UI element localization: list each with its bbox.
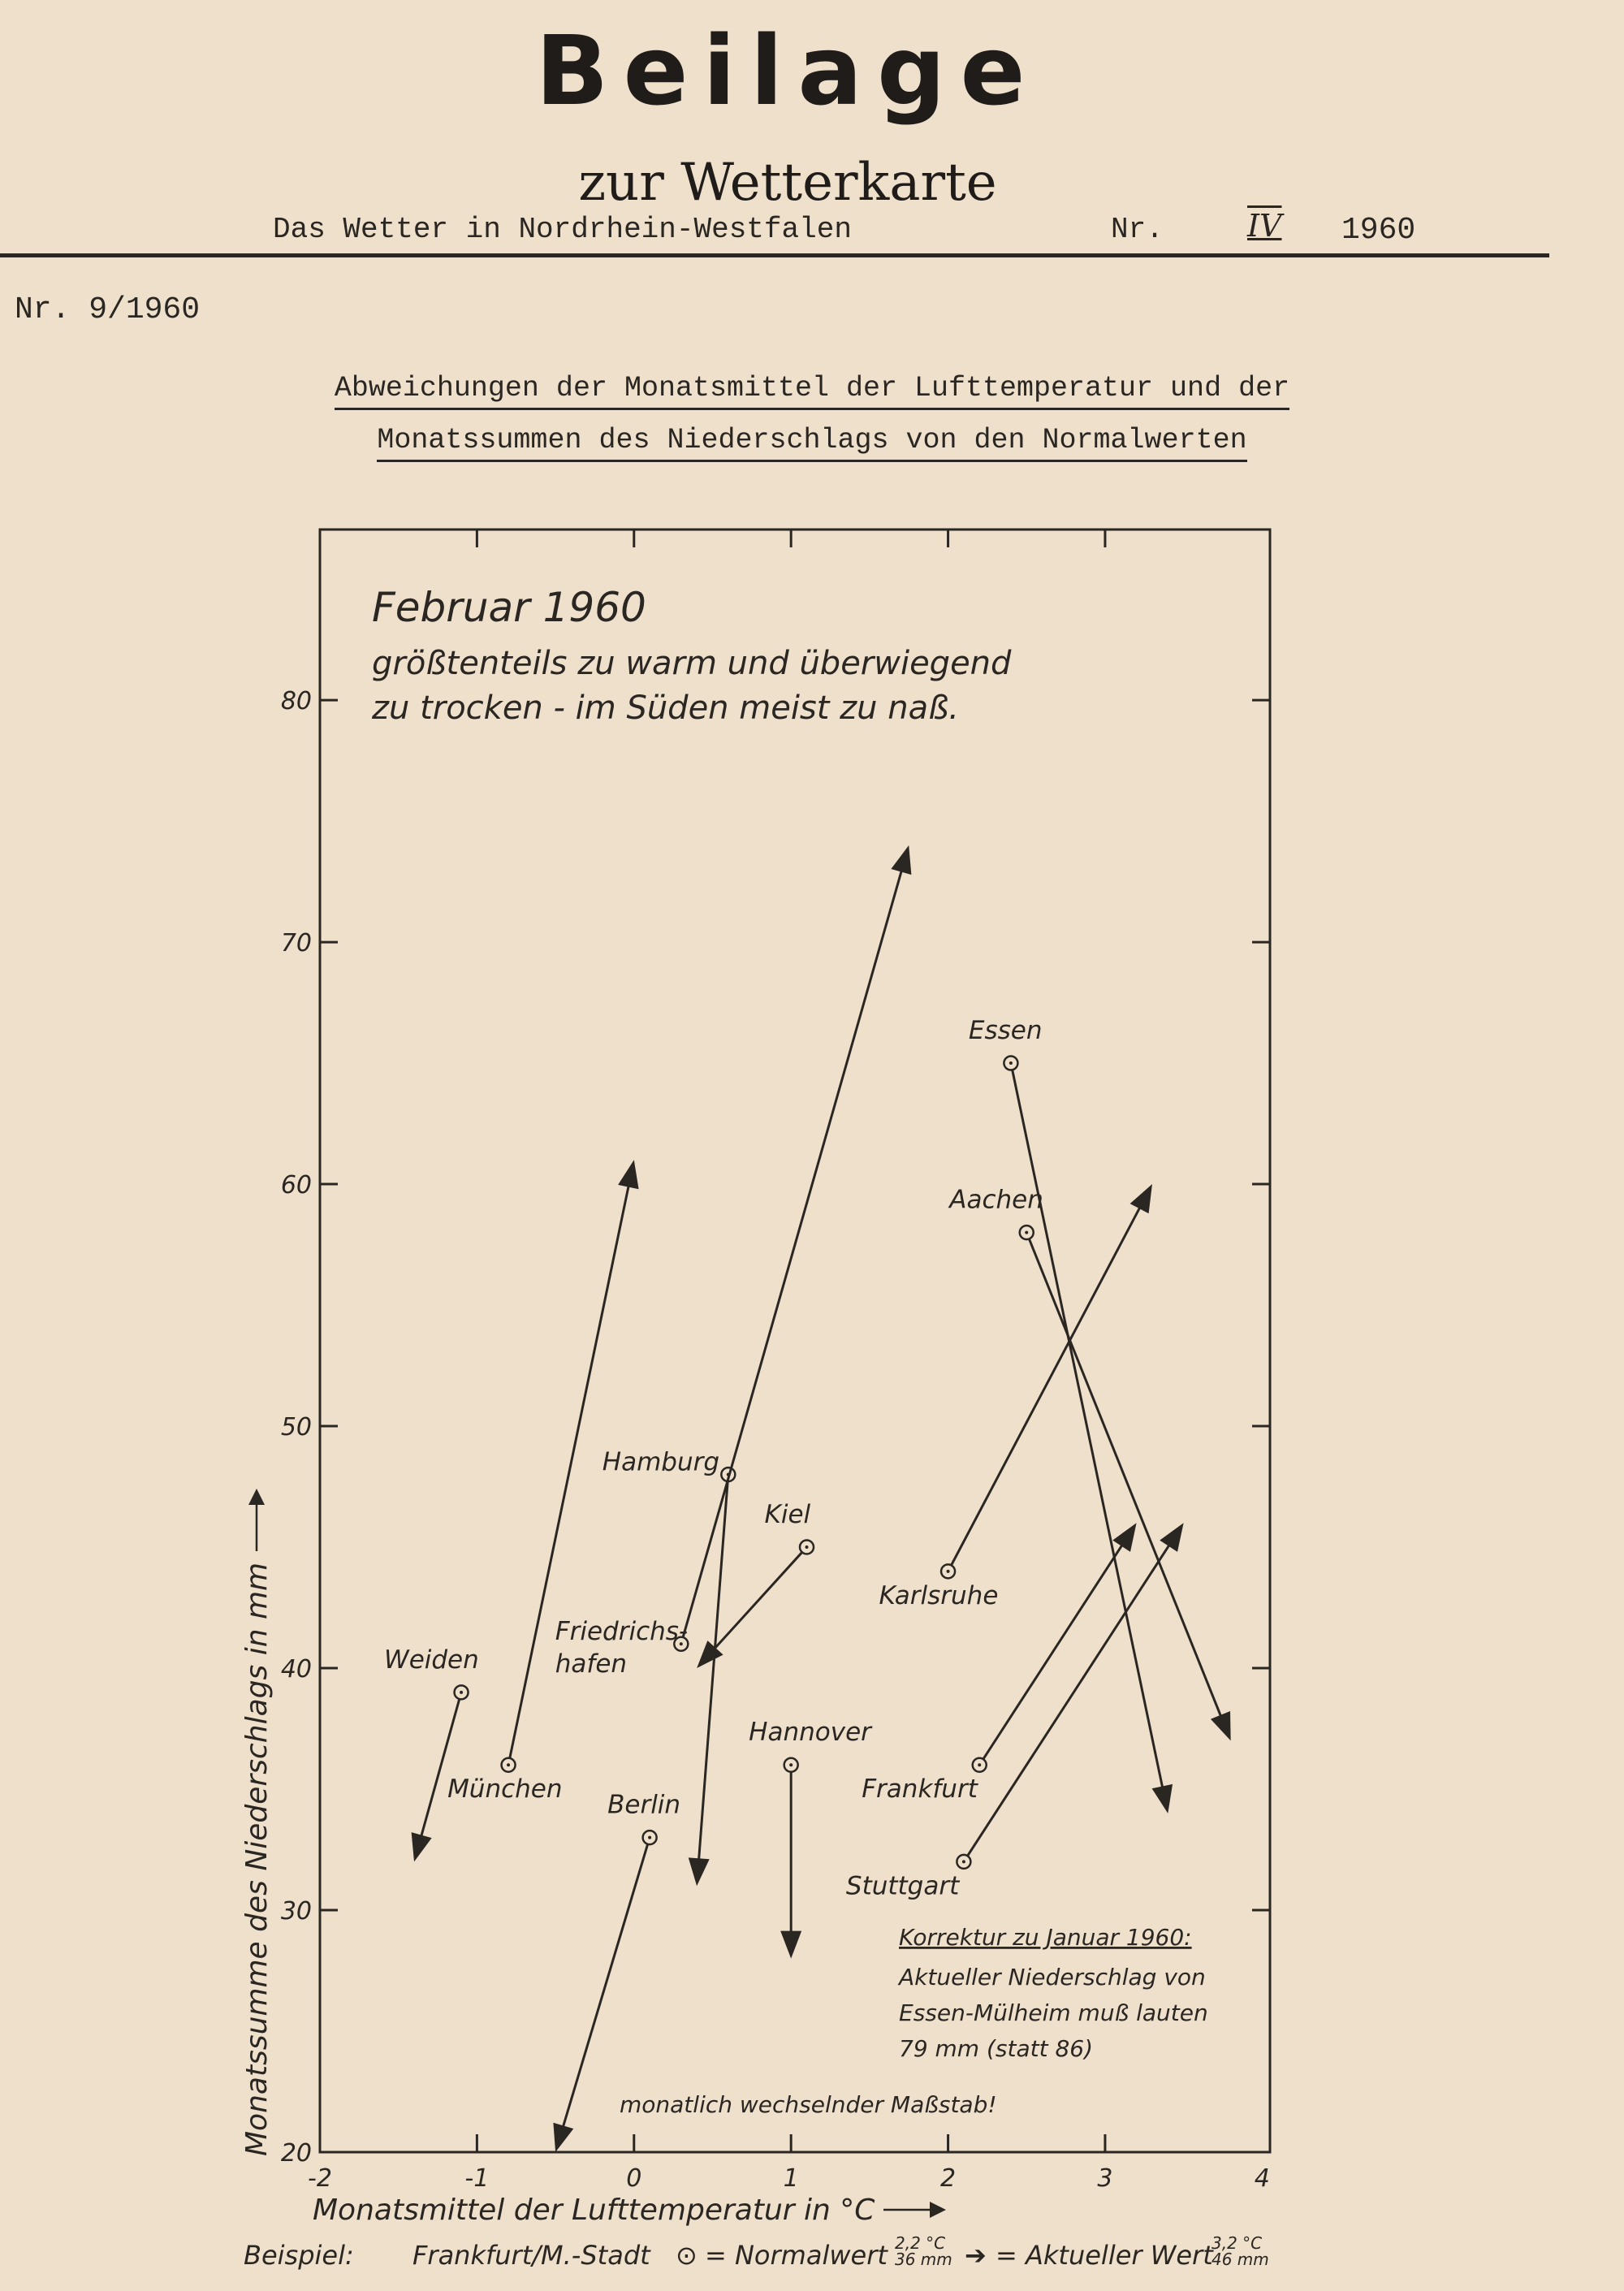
y-tick-label: 30 [280,1897,312,1926]
normal-dot-münchen-icon [507,1763,510,1766]
arrow-frankfurt-shaft [983,1543,1123,1758]
y-tick-label: 70 [280,929,312,958]
station-label-friedrichshafen: hafen [555,1649,628,1679]
normal-dot-aachen-icon [1025,1231,1028,1234]
actual-precip: 46 mm [1212,2250,1269,2269]
y-axis-label: Monatssumme des Niederschlags in mm [240,1562,274,2156]
scale-note: monatlich wechselnder Maßstab! [620,2091,997,2118]
x-tick-label: 3 [1097,2164,1113,2193]
number-value: IV [1247,208,1282,244]
number-label: Nr. [1111,213,1164,246]
chart-subtitle-1: größtenteils zu warm und überwiegend [372,645,1012,682]
arrow-hamburg-shaft [698,1482,728,1862]
station-label-kiel: Kiel [764,1500,811,1530]
korrektur-line-1: Aktueller Niederschlag von [899,1964,1206,1991]
station-label-essen: Essen [968,1016,1043,1046]
normal-marker-icon: ⊙ [676,2240,698,2271]
arrow-weiden-shaft [421,1699,460,1838]
station-label-karlsruhe: Karlsruhe [879,1580,999,1610]
page-title: Beilage [535,15,1040,127]
station-label-stuttgart: Stuttgart [845,1871,960,1901]
station-label-münchen: München [447,1774,563,1805]
arrow-hamburg-head-icon [689,1857,710,1886]
arrow-hannover-head-icon [780,1931,801,1959]
arrow-karlsruhe-shaft [952,1206,1141,1565]
arrow-essen-head-icon [1152,1784,1173,1813]
actual-label: = Aktueller Wert [996,2240,1213,2271]
station-label-hamburg: Hamburg [602,1447,720,1477]
normal-dot-stuttgart-icon [962,1860,965,1863]
station-label-friedrichshafen: Friedrichs- [555,1617,689,1647]
x-tick-label: -2 [308,2164,332,2193]
chart-subtitle-2: zu trocken - im Süden meist zu naß. [372,689,960,727]
y-tick-label: 80 [280,687,312,716]
station-label-weiden: Weiden [384,1645,479,1675]
x-tick-label: 4 [1254,2164,1270,2193]
actual-temp: 3,2 °C [1212,2233,1263,2253]
korrektur-line-2: Essen-Mülheim muß lauten [899,1999,1208,2026]
plot-frame [320,530,1270,2152]
actual-values [1212,2235,1269,2267]
normal-label: = Normalwert [705,2240,888,2271]
actual-marker-icon: ➔ [965,2240,987,2271]
chart-title: Februar 1960 [372,584,646,631]
normal-dot-kiel-icon [806,1545,809,1549]
axis-ticks [320,530,1270,2152]
arrow-karlsruhe-head-icon [1130,1184,1152,1213]
station-label-aachen: Aachen [949,1185,1043,1215]
station-arrows [412,845,1231,2152]
normal-dot-frankfurt-icon [978,1763,981,1766]
heading-line-2-text: Monatssummen des Niederschlags von den Normalwerten [377,424,1246,462]
issue-number: Nr. 9/1960 [15,292,201,327]
arrow-friedrichshafen-head-icon [891,845,911,875]
normal-dot-essen-icon [1009,1061,1013,1065]
legend-example [244,2233,1559,2284]
station-labels [384,1016,1043,1900]
heading-line-1-text: Abweichungen der Monatsmittel der Lufttemperatur und der [335,372,1289,410]
korrektur-title: Korrektur zu Januar 1960: [899,1924,1192,1951]
y-tick-label: 20 [280,2139,312,2168]
y-tick-label: 60 [280,1171,312,1200]
arrow-frankfurt-head-icon [1112,1523,1136,1552]
region-label: Das Wetter in Nordrhein-Westfalen [273,213,852,246]
station-label-hannover: Hannover [749,1718,871,1748]
normal-precip: 36 mm [895,2250,952,2269]
x-tick-label: 1 [783,2164,799,2193]
arrow-stuttgart-head-icon [1160,1523,1183,1552]
arrow-aachen-head-icon [1211,1711,1231,1740]
korrektur-line-3: 79 mm (statt 86) [899,2035,1094,2062]
normal-dot-berlin-icon [648,1836,651,1839]
station-label-berlin: Berlin [607,1790,681,1820]
page-subtitle: zur Wetterkarte [578,153,997,213]
arrow-weiden-head-icon [412,1832,432,1861]
example-station: Frankfurt/M.-Stadt [412,2240,650,2271]
x-tick-label: 0 [626,2164,642,2193]
arrow-berlin-shaft [563,1844,648,2129]
x-axis-label: Monatsmittel der Lufttemperatur in °C [313,2194,875,2227]
year-label: 1960 [1341,213,1416,248]
y-tick-label: 40 [280,1655,312,1684]
normal-dot-karlsruhe-icon [947,1570,950,1573]
normal-dot-hamburg-icon [727,1473,730,1476]
x-tick-label: 2 [940,2164,957,2193]
arrow-berlin-head-icon [553,2123,573,2152]
arrow-münchen-head-icon [618,1160,638,1189]
x-tick-label: -1 [464,2164,490,2193]
station-label-frankfurt: Frankfurt [862,1774,978,1805]
example-label: Beispiel: [244,2240,354,2271]
arrow-aachen-shaft [1030,1239,1222,1718]
arrow-kiel-shaft [713,1553,801,1650]
y-tick-label: 50 [280,1413,312,1442]
normal-dot-weiden-icon [460,1691,463,1694]
normal-values [895,2235,952,2267]
normal-temp: 2,2 °C [895,2233,946,2253]
normal-dot-hannover-icon [789,1763,793,1766]
